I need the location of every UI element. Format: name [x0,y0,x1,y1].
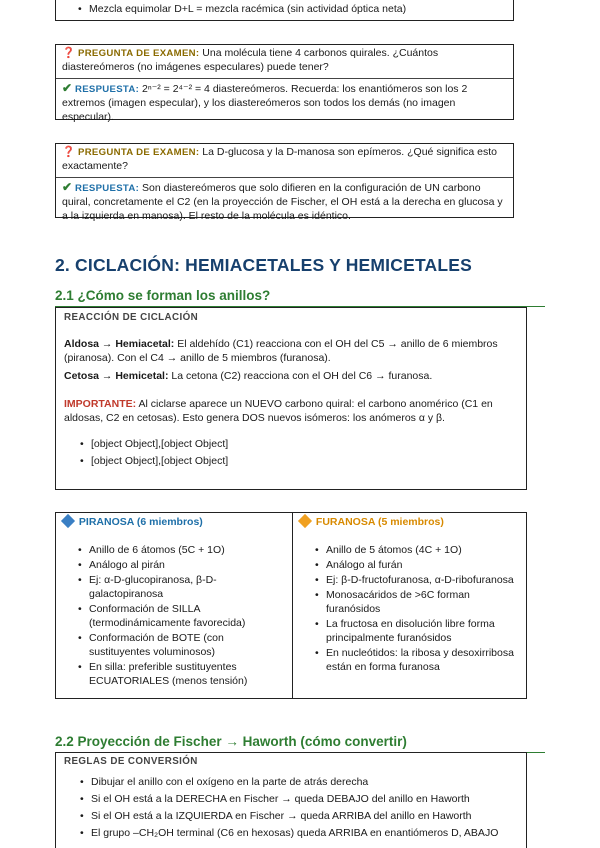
question-label: PREGUNTA DE EXAMEN: [78,48,200,59]
question-text: Una molécula tiene 4 carbonos quirales. ¿Cuántos diastereómeros (no imágenes especulares) puede tener? [62,47,439,73]
section-title: 2. CICLACIÓN: HEMIACETALES Y HEMICETALES [55,255,473,275]
furanosa-list [299,544,518,675]
aldosa-paragraph [64,338,518,366]
check-icon: ✔ [62,80,73,95]
aldosa-text: El aldehído (C1) reacciona con el OH del C5 → anillo de 6 miembros (piranosa). Con el C4 → anillo de 5 miembros (furanosa). [64,338,498,364]
furanosa-column [293,513,526,698]
question-mark-icon: ❓ [62,146,76,158]
check-icon: ✔ [62,179,73,194]
list-item: • [object Object],[object Object] [80,438,518,452]
piranosa-header: PIRANOSA (6 miembros) [62,516,284,530]
subsection-title-2-2: 2.2 Proyección de Fischer → Haworth (cómo convertir) [55,733,545,753]
furanosa-header: FURANOSA (5 miembros) [299,516,518,530]
cetosa-label: Cetosa → Hemicetal: [64,369,169,382]
box-title: REACCIÓN DE CICLACIÓN [64,312,199,323]
answer-label: RESPUESTA: [74,182,140,194]
important-label: IMPORTANTE: [64,397,137,410]
comparison-table [55,512,527,699]
box-title: REGLAS DE CONVERSIÓN [64,756,198,767]
list-item: • En silla: preferible sustituyentes ECUATORIALES (menos tensión) [78,661,284,689]
question-text: La D-glucosa y la D-manosa son epímeros. ¿Qué significa esto exactamente? [62,146,498,172]
important-text: Al ciclarse aparece un NUEVO carbono quiral: el carbono anomérico (C1 en aldosas, C2 en cetosas). Esto genera DOS nuevos isómeros: los anómeros α y β. [64,397,493,424]
list-item: • Conformación de BOTE (con sustituyentes voluminosos) [78,632,284,660]
list-item: • Ej: β-D-fructofuranosa, α-D-ribofuranosa [315,574,518,588]
piranosa-list [62,544,284,689]
blue-diamond-icon [61,514,75,528]
answer-row [56,177,513,227]
list-item: • La fructosa en disolución libre forma principalmente furanósidos [315,618,518,646]
rules-list [64,776,518,841]
conversion-rules-box [55,752,527,848]
list-item: • Mezcla equimolar D+L = mezcla racémica (sin actividad óptica neta) [78,3,505,17]
list-item: • Anillo de 5 átomos (4C + 1O) [315,544,518,558]
list-item: • [object Object],[object Object] [80,455,518,469]
list-item: • Ej: α-D-glucopiranosa, β-D-galactopiranosa [78,574,284,602]
answer-label: RESPUESTA: [74,83,140,95]
answer-text: Son diastereómeros que solo difieren en la configuración de UN carbono quiral, concretamente el C2 (en la proyección de Fischer, el OH está a la derecha en glucosa y a la izquierda en manosa). El resto de la molécula es idéntico. [62,181,503,222]
orange-diamond-icon [298,514,312,528]
list-item: • Dibujar el anillo con el oxígeno en la parte de atrás derecha [80,776,518,790]
list-item: • Conformación de SILLA (termodinámicamente favorecida) [78,603,284,631]
question-row [56,45,513,78]
piranosa-column [56,513,293,698]
cetosa-text: La cetona (C2) reacciona con el OH del C6 → furanosa. [171,369,433,382]
list-item: • Monosacáridos de >6C forman furanósidos [315,589,518,617]
question-row [56,144,513,177]
question-label: PREGUNTA DE EXAMEN: [78,147,200,158]
exam-question-box-1 [55,44,514,123]
list-item: • En nucleótidos: la ribosa y desoxirribosa están en forma furanosa [315,647,518,675]
aldosa-label: Aldosa → Hemiacetal: [64,338,175,351]
answer-row [56,78,513,128]
subsection-title-2-1: 2.1 ¿Cómo se forman los anillos? [55,287,545,307]
list-item: • Análogo al pirán [78,559,284,573]
exam-question-box-2 [55,143,514,222]
reaction-box [55,307,527,490]
list-item: • Si el OH está a la IZQUIERDA en Fischer → queda ARRIBA del anillo en Haworth [80,810,518,824]
answer-text: 2ⁿ⁻² = 2⁴⁻² = 4 diastereómeros. Recuerda: los enantiómeros son los 2 extremos (imagen especular), y los diastereómeros son todos los demás (no imagen especular). [62,82,468,123]
list-item: • Si el OH está a la DERECHA en Fischer → queda DEBAJO del anillo en Haworth [80,793,518,807]
reaction-bullets [64,438,518,469]
list-item: • El grupo –CH₂OH terminal (C6 en hexosas) queda ARRIBA en enantiómeros D, ABAJO [80,827,518,841]
important-paragraph [64,398,518,426]
question-mark-icon: ❓ [62,47,76,59]
top-continuation-box [55,0,514,21]
cetosa-paragraph [64,370,518,384]
list-item: • Análogo al furán [315,559,518,573]
list-item: • Anillo de 6 átomos (5C + 1O) [78,544,284,558]
